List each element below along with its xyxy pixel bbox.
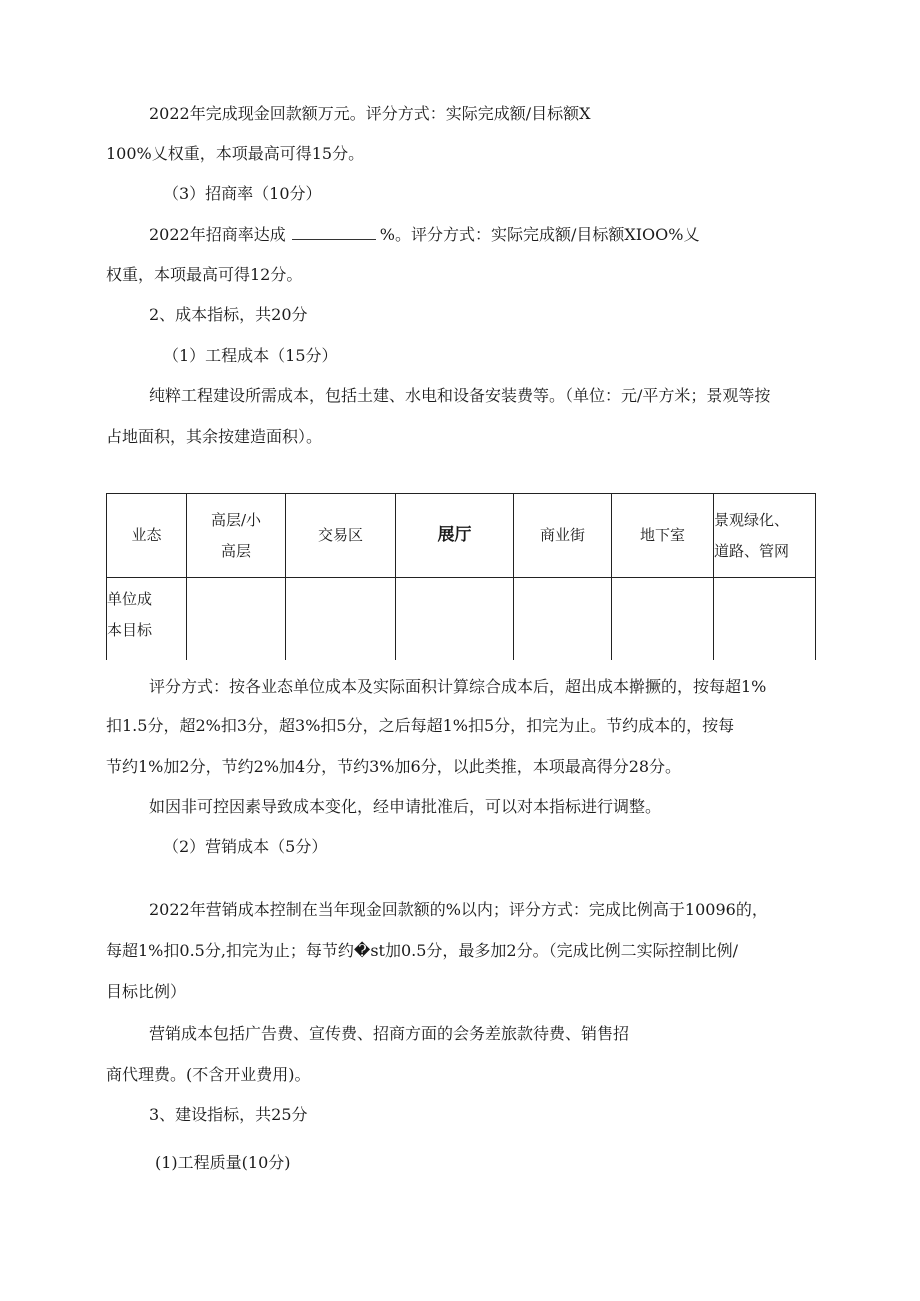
paragraph-leasing-rate bbox=[149, 225, 699, 245]
header-business-type: 业态 bbox=[107, 494, 187, 578]
paragraph-marketing-control: 2022年营销成本控制在当年现金回款额的%以内；评分方式：完成比例高于10096的， bbox=[149, 900, 768, 919]
paragraph-adjustment: 如因非可控因素导致成本变化，经申请批准后，可以对本指标进行调整。 bbox=[149, 797, 662, 816]
header-high-rise: 高层/小 高层 bbox=[187, 494, 286, 578]
paragraph-scoring-method: 评分方式：按各业态单位成本及实际面积计算综合成本后，超出成本擀撅的，按每超1% bbox=[149, 677, 767, 696]
paragraph-scoring-deduction: 扣1.5分，超2%扣3分，超3%扣5分，之后每超1%扣5分，扣完为止。节约成本的，按每 bbox=[106, 716, 735, 735]
cell-empty bbox=[396, 578, 514, 660]
fill-in-blank bbox=[292, 225, 376, 240]
row-unit-cost-target: 单位成 本目标 bbox=[107, 578, 187, 660]
cell-empty bbox=[187, 578, 286, 660]
heading-construction-indicators: 3、建设指标，共25分 bbox=[149, 1105, 308, 1124]
header-basement: 地下室 bbox=[612, 494, 714, 578]
cell-empty bbox=[286, 578, 396, 660]
leasing-rate-text: 2022年招商率达成 bbox=[149, 225, 286, 244]
leasing-rate-formula: %。评分方式：实际完成额/目标额XIOO%乂 bbox=[379, 225, 700, 244]
paragraph-engineering-desc: 纯粹工程建设所需成本，包括土建、水电和设备安装费等。（单位：元/平方米；景观等按 bbox=[149, 386, 771, 405]
paragraph-scoring-bonus: 节约1%加2分，节约2%加4分，节约3%加6分，以此类推，本项最高得分28分。 bbox=[106, 757, 682, 776]
paragraph-engineering-desc-cont: 占地面积，其余按建造面积）。 bbox=[106, 427, 323, 446]
cell-empty bbox=[514, 578, 612, 660]
paragraph-leasing-weight: 权重，本项最高可得12分。 bbox=[106, 265, 303, 284]
heading-marketing-cost: （2）营销成本（5分） bbox=[163, 837, 328, 856]
header-trading-area: 交易区 bbox=[286, 494, 396, 578]
paragraph-marketing-scoring: 每超1%扣0.5分,扣完为止；每节约�st加0.5分，最多加2分。（完成比例二实际控制比例/ bbox=[106, 941, 738, 960]
paragraph-marketing-includes: 营销成本包括广告费、宣传费、招商方面的会务差旅款待费、销售招 bbox=[149, 1024, 630, 1043]
header-landscape: 景观绿化、 道路、管网 bbox=[714, 494, 816, 578]
paragraph-cash-collection: 2022年完成现金回款额万元。评分方式：实际完成额/目标额X bbox=[149, 104, 591, 123]
cost-target-table bbox=[106, 493, 816, 660]
cell-empty bbox=[714, 578, 816, 660]
paragraph-marketing-ratio: 目标比例） bbox=[106, 982, 187, 1001]
heading-engineering-quality: (1)工程质量(10分) bbox=[155, 1153, 291, 1172]
header-commercial-street: 商业街 bbox=[514, 494, 612, 578]
heading-engineering-cost: （1）工程成本（15分） bbox=[163, 346, 338, 365]
heading-leasing-rate: （3）招商率（10分） bbox=[163, 184, 322, 203]
cell-empty bbox=[612, 578, 714, 660]
header-exhibition-hall: 展厅 bbox=[396, 494, 514, 578]
paragraph-cash-weight: 100%乂权重，本项最高可得15分。 bbox=[106, 144, 365, 163]
paragraph-marketing-includes-cont: 商代理费。(不含开业费用)。 bbox=[106, 1065, 311, 1084]
heading-cost-indicators: 2、成本指标，共20分 bbox=[149, 305, 308, 324]
